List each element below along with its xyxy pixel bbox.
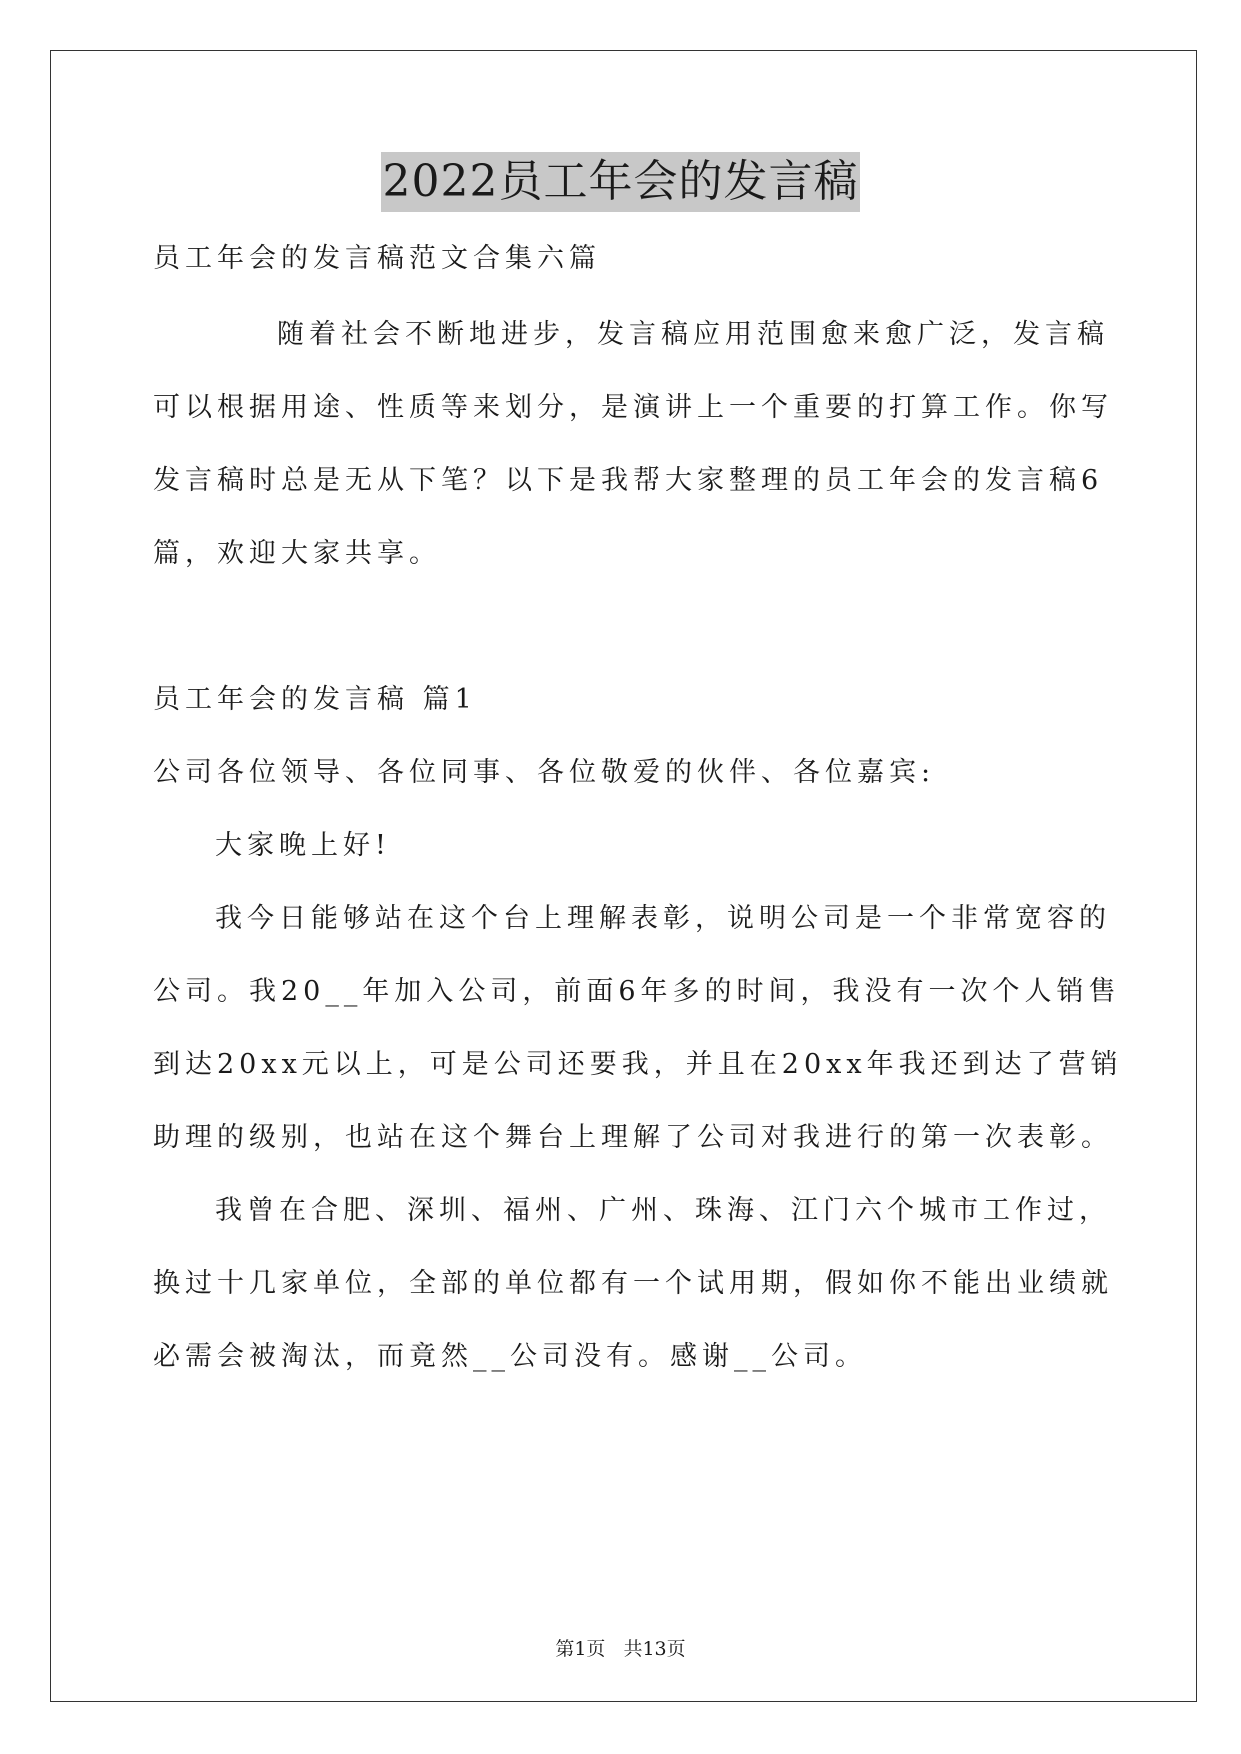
subtitle: 员工年会的发言稿范文合集六篇: [153, 243, 601, 274]
document-title: 2022员工年会的发言稿: [381, 152, 861, 212]
salutation: 公司各位领导、各位同事、各位敬爱的伙伴、各位嘉宾:: [153, 757, 936, 788]
para1-line-3: 到达20xx元以上，可是公司还要我，并且在20xx年我还到达了营销: [153, 1049, 1123, 1080]
page-total: 共13页: [623, 1638, 686, 1660]
greeting: 大家晚上好!: [215, 830, 391, 861]
page-footer: [0, 1637, 1241, 1661]
intro-line-2: 可以根据用途、性质等来划分，是演讲上一个重要的打算工作。你写: [153, 392, 1113, 423]
para2-line-3: 必需会被淘汰，而竟然__公司没有。感谢__公司。: [153, 1341, 867, 1372]
intro-line-4: 篇，欢迎大家共享。: [153, 538, 441, 569]
intro-line-1: 随着社会不断地进步，发言稿应用范围愈来愈广泛，发言稿: [277, 319, 1109, 350]
para1-line-4: 助理的级别，也站在这个舞台上理解了公司对我进行的第一次表彰。: [153, 1122, 1113, 1153]
para2-line-1: 我曾在合肥、深圳、福州、广州、珠海、江门六个城市工作过，: [215, 1195, 1111, 1226]
title-container: [0, 152, 1241, 212]
intro-line-3: 发言稿时总是无从下笔？以下是我帮大家整理的员工年会的发言稿6: [153, 465, 1104, 496]
para1-line-1: 我今日能够站在这个台上理解表彰，说明公司是一个非常宽容的: [215, 903, 1111, 934]
page-number: 第1页: [555, 1638, 606, 1660]
section-heading: 员工年会的发言稿 篇1: [153, 684, 477, 715]
page-border: [50, 50, 1197, 1702]
para1-line-2: 公司。我20__年加入公司，前面6年多的时间，我没有一次个人销售: [153, 976, 1121, 1007]
para2-line-2: 换过十几家单位，全部的单位都有一个试用期，假如你不能出业绩就: [153, 1268, 1113, 1299]
